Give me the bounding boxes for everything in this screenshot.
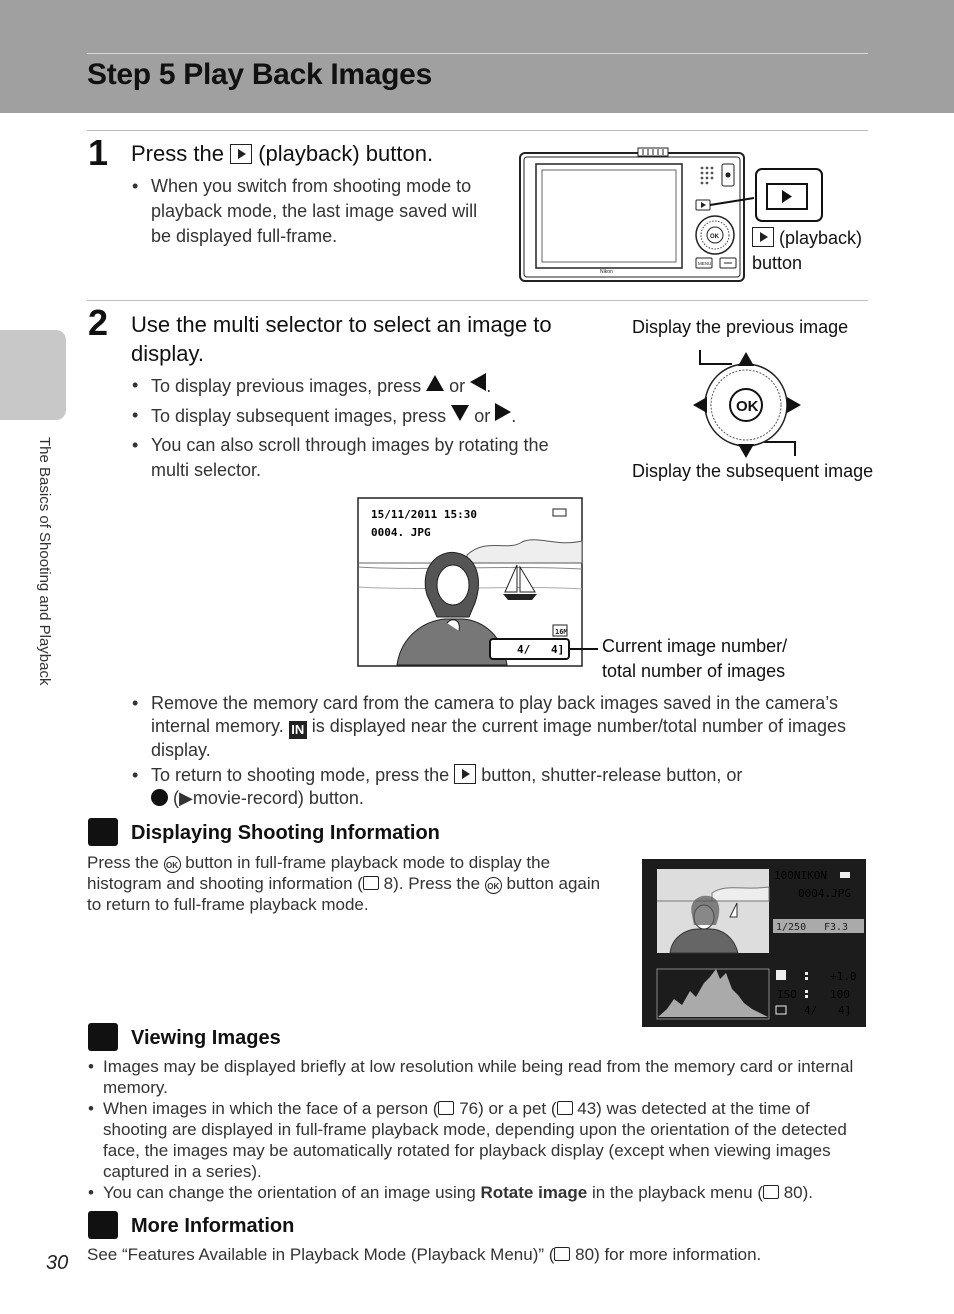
list-item: • To display previous images, press or . [131,373,591,399]
note-title-shooting-info: Displaying Shooting Information [131,822,440,844]
step1-rule [87,130,868,131]
screen-counter-total: 4] [551,643,565,656]
playback-icon [230,144,252,164]
counter-caption: Current image number/ total number of images [602,636,788,681]
info-count-total: 4] [838,1004,852,1017]
up-arrow-icon [426,375,444,391]
list-item: • When images in which the face of a person ( 76) or a pet ( 43) was detected at the time of shooting are displayed in full-frame playback mode, depending upon the orientation of the detected face, the images may be automatically rotated for playback display (except when viewing images captured in a series). [87,1098,867,1182]
list-item: • Remove the memory card from the camera to play back images saved in the camera’s internal memory. IN is displayed near the current image number/total number of images display. [131,692,866,762]
step2-bullets [131,373,591,483]
shooting-info-screen-illustration [642,859,866,1027]
step2-more-bullets [131,692,866,810]
camera-ok-label: OK [710,234,719,240]
page-reference-icon [363,876,379,890]
info-iso-label: ISO [777,988,797,1001]
info-iso: 100 [830,988,850,1001]
left-arrow-icon [470,373,486,391]
playback-screen-illustration [357,497,583,667]
step1-title: Press the (playback) button. [131,141,434,166]
ok-button-icon: OK [485,877,502,894]
info-folder: 100NIKON [774,869,827,882]
note-body-more-information: See “Features Available in Playback Mode (Playback Menu)” ( 80) for more information. [87,1245,762,1264]
page-title: Step 5 Play Back Images [87,58,432,91]
side-tab-label: The Basics of Shooting and Playback [36,437,53,686]
pencil-note-icon [88,818,118,846]
label-previous-image: Display the previous image [632,317,849,337]
multi-selector-diagram [688,344,808,460]
header-band [0,0,954,113]
label-subsequent-image: Display the subsequent image [632,461,874,481]
info-file: 0004.JPG [798,887,851,900]
note-viewing-bullets [87,1056,867,1203]
playback-button-callout: (playback) button [752,228,863,273]
movie-record-dot-icon [151,789,168,806]
internal-memory-icon: IN [289,721,307,739]
page-reference-icon [557,1101,573,1115]
info-shutter: 1/250 [776,922,807,933]
note-title-viewing-images: Viewing Images [131,1027,281,1049]
pencil-note-icon [88,1211,118,1239]
screen-counter-current: 4/ [517,643,531,656]
screen-filename: 0004. JPG [371,526,431,539]
page-reference-icon [763,1185,779,1199]
info-count-current: 4/ [804,1004,818,1017]
note-title-more-information: More Information [131,1215,295,1237]
movie-camera-icon: ▶ [179,788,193,808]
header-rule [87,53,868,54]
list-item: • To display subsequent images, press or . [131,403,591,429]
list-item: • You can change the orientation of an image using Rotate image in the playback menu ( 80). [87,1182,867,1203]
selector-ok-label: OK [736,398,759,415]
pencil-note-icon [88,1023,118,1051]
side-tab [0,330,66,420]
counter-leader-line [582,648,598,650]
down-arrow-icon [451,405,469,421]
playback-icon [752,227,774,247]
step1-number: 1 [88,132,109,173]
step1-bullets [131,174,501,249]
camera-brand-text: Nikon [600,269,613,275]
screen-size-icon: 16M [555,628,568,636]
list-item: • When you switch from shooting mode to playback mode, the last image saved will be displayed full-frame. [131,174,501,249]
step2-title: Use the multi selector to select an image to display. [131,312,552,366]
page-reference-icon [554,1247,570,1261]
right-arrow-icon [495,403,511,421]
list-item: • To return to shooting mode, press the button, shutter-release button, or (▶movie-record) button. [131,764,866,810]
info-aperture: F3.3 [824,922,849,933]
step2-number: 2 [88,302,109,343]
page-reference-icon [438,1101,454,1115]
note-body-shooting-info: Press the OK button in full-frame playback mode to display the histogram and shooting information ( 8). Press the OK button again to return to full-frame playback mode. [87,853,601,914]
page-number: 30 [46,1252,69,1274]
info-ev: +1.0 [830,970,857,983]
playback-icon [454,764,476,784]
step2-rule [87,300,868,301]
screen-datetime: 15/11/2011 15:30 [371,508,477,521]
ok-button-icon: OK [164,856,181,873]
camera-menu-label: MENU [698,261,712,266]
list-item: • Images may be displayed briefly at low resolution while being read from the memory card or internal memory. [87,1056,867,1098]
list-item: • You can also scroll through images by rotating the multi selector. [131,433,591,483]
